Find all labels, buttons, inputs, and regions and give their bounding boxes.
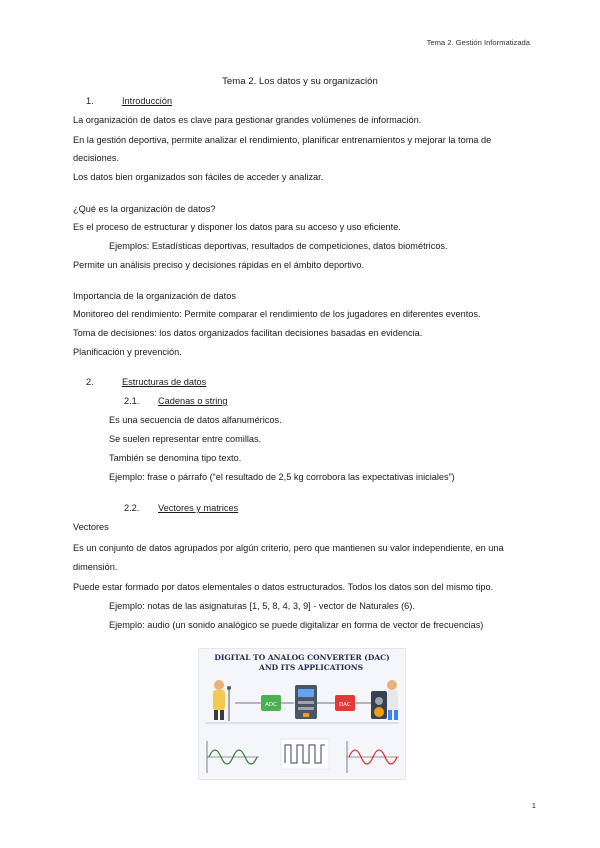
paragraph-indented: Se suelen representar entre comillas. (109, 434, 262, 444)
subsection-2-1-title: Cadenas o string (158, 396, 228, 406)
paragraph: Permite un análisis preciso y decisiones rápidas en el ámbito deportivo. (73, 260, 365, 270)
section-2-title: Estructuras de datos (122, 377, 207, 387)
subheading-vectores: Vectores (73, 522, 109, 532)
page-number: 1 (531, 801, 536, 810)
paragraph: Es un conjunto de datos agrupados por algún criterio, pero que mantienen su valor independiente, en una (73, 543, 504, 553)
paragraph: Es el proceso de estructurar y disponer los datos para su acceso y uso eficiente. (73, 222, 401, 232)
section-1-number: 1. (86, 96, 94, 106)
document-title: Tema 2. Los datos y su organización (222, 76, 378, 87)
section-2-number: 2. (86, 377, 94, 387)
figure-title-line1: DIGITAL TO ANALOG CONVERTER (DAC) (214, 653, 390, 662)
paragraph: Puede estar formado por datos elementales o datos estructurados. Todos los datos son del mismo tipo. (73, 582, 494, 592)
subsection-2-2-title: Vectores y matrices (158, 503, 239, 513)
subsection-2-2-heading (124, 502, 238, 514)
subsection-2-1-heading (124, 395, 227, 407)
running-header: Tema 2. Gestión Informatizada (426, 38, 530, 47)
paragraph-indented: Ejemplo: frase o párrafo (“el resultado de 2,5 kg corrobora las expectativas iniciales”) (109, 472, 455, 482)
paragraph: decisiones. (73, 153, 119, 163)
speaker-person-icon (371, 680, 398, 720)
figure-title-line2: AND ITS APPLICATIONS (259, 663, 364, 672)
dac-diagram-svg (199, 649, 405, 779)
subheading-what-is: ¿Qué es la organización de datos? (73, 204, 216, 214)
section-1-heading (86, 95, 172, 107)
paragraph: dimensión. (73, 562, 118, 572)
paragraph-indented: Es una secuencia de datos alfanuméricos. (109, 415, 282, 425)
analog-input-waveform (207, 741, 259, 773)
paragraph-indented: Ejemplo: notas de las asignaturas [1, 5, 8, 4, 3, 9] - vector de Naturales (6). (109, 601, 415, 611)
dac-label: DAC (339, 702, 351, 708)
section-1-title: Introducción (122, 96, 173, 106)
paragraph-indented: Ejemplo: audio (un sonido analógico se puede digitalizar en forma de vector de frecuencias) (109, 620, 484, 630)
paragraph-indented: También se denomina tipo texto. (109, 453, 242, 463)
person-microphone-icon (213, 680, 231, 721)
subsection-2-2-number: 2.2. (124, 503, 140, 513)
paragraph-indented: Ejemplos: Estadísticas deportivas, resultados de competiciones, datos biométricos. (109, 241, 448, 251)
digital-waveform (281, 739, 329, 769)
paragraph: Monitoreo del rendimiento: Permite comparar el rendimiento de los jugadores en diferentes eventos. (73, 309, 481, 319)
subheading-importance: Importancia de la organización de datos (73, 291, 236, 301)
paragraph: Planificación y prevención. (73, 347, 182, 357)
paragraph: Los datos bien organizados son fáciles de acceder y analizar. (73, 172, 324, 182)
paragraph: La organización de datos es clave para gestionar grandes volúmenes de información. (73, 115, 422, 125)
subsection-2-1-number: 2.1. (124, 396, 140, 406)
digital-system-icon (295, 685, 317, 719)
paragraph: Toma de decisiones: los datos organizados facilitan decisiones basadas en evidencia. (73, 328, 423, 338)
adc-label: ADC (265, 702, 277, 708)
section-2-heading (86, 376, 206, 388)
analog-output-waveform (347, 741, 399, 773)
paragraph: En la gestión deportiva, permite analizar el rendimiento, planificar entrenamientos y mejorar la toma de (73, 135, 492, 145)
dac-illustration (198, 648, 406, 780)
